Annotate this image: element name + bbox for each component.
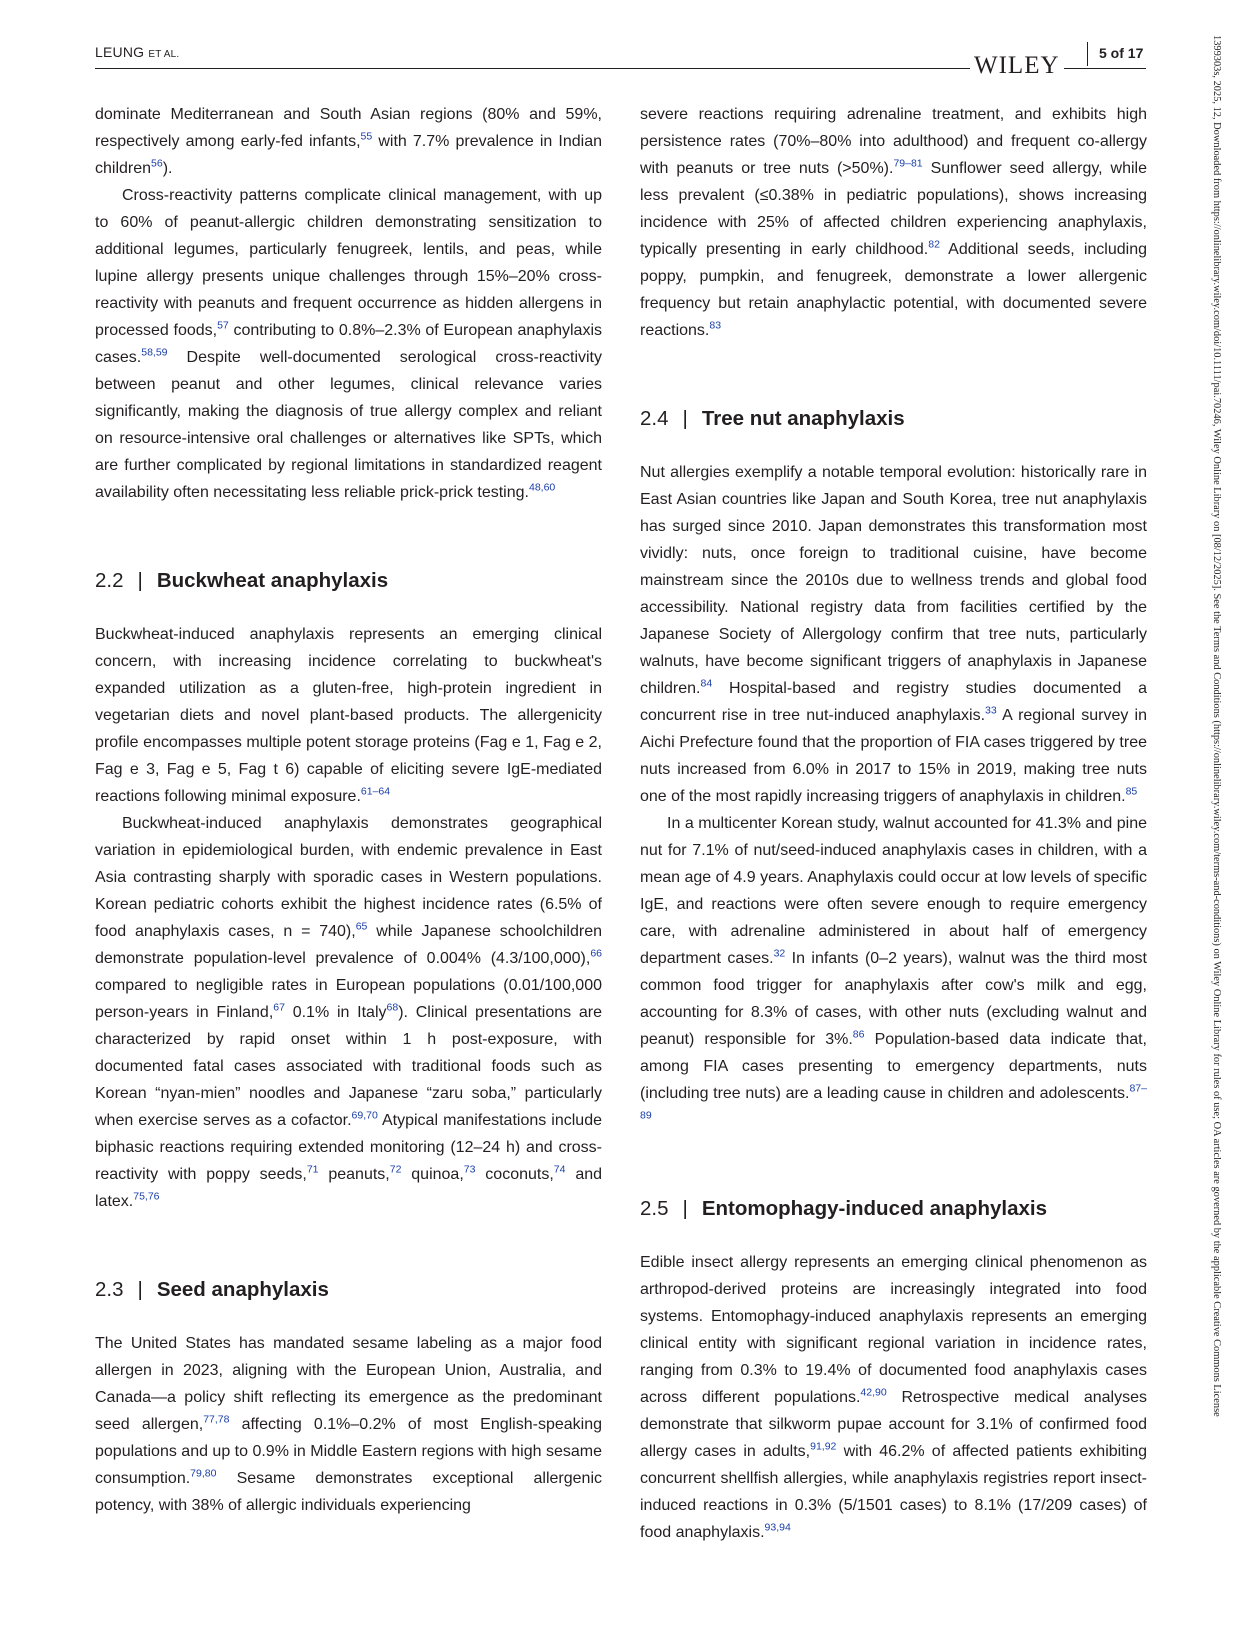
paragraph: In a multicenter Korean study, walnut accounted for 41.3% and pine nut for 7.1% of nut/seed-induced anaphylaxis cases in children, with a mean age of 4.9 years. Anaphylaxis could occur at low levels of specific IgE, and reactions were often severe enough to require emergency care, with adrenaline administered in about half of emergency department cases.$^{32}$ In infants (0–2 years), walnut was the third most common food trigger for anaphylaxis after cow's milk and egg, accounting for 8.3% of cases, with other nuts (excluding walnut and peanut) responsible for 3%.$^{86}$ Population-based data indicate that, among FIA cases presenting to emergency departments, nuts (including tree nuts) are a leading cause in children and adolescents.$^{87-89}$ (640, 815, 1148, 1122)
section-heading-2-3: 2.3 | Seed anaphylaxis (95, 1278, 329, 1301)
citation-link[interactable]: 75,76 (133, 1190, 160, 1203)
citation-link[interactable]: 83 (709, 319, 722, 332)
citation-link[interactable]: 48,60 (528, 481, 556, 494)
citation-link[interactable]: 57 (217, 319, 229, 332)
page-number: 5 of 17 (1099, 45, 1144, 61)
section-heading-2-2: 2.2 | Buckwheat anaphylaxis (95, 569, 389, 592)
citation-link[interactable]: 82 (928, 238, 940, 251)
citation-link[interactable]: 61–64 (360, 785, 391, 798)
citation-link[interactable]: 79,80 (190, 1467, 217, 1480)
citation-link[interactable]: 91,92 (810, 1440, 837, 1453)
publisher-logo: WILEY (970, 52, 1064, 80)
citation-link[interactable]: 65 (355, 920, 368, 933)
paragraph: Buckwheat-induced anaphylaxis represents an emerging clinical concern, with increasing incidence correlating to buckwheat's expanded utilization as a gluten-free, high-protein ingredient in vegetarian diets and novel plant-based products. The allergenicity profile encompasses multiple potent storage proteins (Fag e 1, Fag e 2, Fag e 3, Fag e 5, Fag t 6) capable of eliciting severe IgE-mediated reactions following minimal exposure.$^{61-64}$ (95, 626, 602, 805)
running-head (95, 44, 179, 60)
citation-link[interactable]: 93,94 (764, 1521, 791, 1534)
citation-link[interactable]: 33 (985, 704, 997, 717)
citation-link[interactable]: 74 (553, 1163, 566, 1176)
running-head-author: LEUNG (95, 44, 145, 60)
citation-link[interactable]: 71 (306, 1163, 319, 1176)
page-number-divider (1087, 42, 1088, 66)
citation-link[interactable]: 69,70 (351, 1109, 378, 1122)
citation-link[interactable]: 66 (590, 947, 602, 960)
section-heading-2-5: 2.5 | Entomophagy-induced anaphylaxis (640, 1197, 1047, 1220)
citation-link[interactable]: 72 (389, 1163, 402, 1176)
citation-link[interactable]: 56 (151, 157, 163, 170)
citation-link[interactable]: 86 (852, 1028, 865, 1041)
citation-link[interactable]: 67 (273, 1001, 285, 1014)
running-head-etal: ET AL. (148, 49, 180, 60)
paragraph: Edible insect allergy represents an emerging clinical phenomenon as arthropod-derived proteins are increasingly integrated into food systems. Entomophagy-induced anaphylaxis represents an emerging clinical entity with significant regional variation in incidence rates, ranging from 0.3% to 19.4% of documented food anaphylaxis cases across different populations.$^{42,90}$ Retrospective medical analyses demonstrate that silkworm pupae account for 3.1% of confirmed food allergy cases in adults,$^{91,92}$ with 46.2% of affected patients exhibiting concurrent shellfish allergies, while anaphylaxis registries report insect-induced reactions in 0.3% (5/1501 cases) to 8.1% (17/209 cases) of food anaphylaxis.$^{93,94}$ (640, 1254, 1148, 1541)
citation-link[interactable]: 84 (700, 677, 713, 690)
citation-link[interactable]: 87–89 (640, 1082, 1147, 1122)
paragraph: Buckwheat-induced anaphylaxis demonstrates geographical variation in epidemiological burden, with endemic prevalence in East Asia contrasting sharply with sporadic cases in Western populations. Korean pediatric cohorts exhibit the highest incidence rates (6.5% of food anaphylaxis cases, n = 740),$^{65}$ while Japanese schoolchildren demonstrate population-level prevalence of 0.004% (4.3/100,000),$^{66}$ compared to negligible rates in European populations (0.01/100,000 person-years in Finland,$^{67}$ 0.1% in Italy$^{68}$). Clinical presentations are characterized by rapid onset within 1 h post-exposure, with documented fatal cases associated with traditional foods such as Korean “nyan-mien” noodles and Japanese “zaru soba,” particularly when exercise serves as a cofactor.$^{69,70}$ Atypical manifestations include biphasic reactions requiring extended monitoring (12–24 h) and cross-reactivity with poppy seeds,$^{71}$ peanuts,$^{72}$ quinoa,$^{73}$ coconuts,$^{74}$ and latex.$^{75,76}$ (95, 815, 603, 1210)
citation-link[interactable]: 85 (1125, 785, 1138, 798)
paragraph: The United States has mandated sesame labeling as a major food allergen in 2023, aligning with the European Union, Australia, and Canada—a policy shift reflecting its emergence as the predominant seed allergen,$^{77,78}$ affecting 0.1%–0.2% of most English-speaking populations and up to 0.9% in Middle Eastern regions with high sesame consumption.$^{79,80}$ Sesame demonstrates exceptional allergenic potency, with 38% of allergic individuals experiencing (95, 1335, 603, 1514)
citation-link[interactable]: 42,90 (860, 1386, 887, 1399)
paragraph: Cross-reactivity patterns complicate clinical management, with up to 60% of peanut-allergic children demonstrating sensitization to additional legumes, particularly fenugreek, lentils, and peas, while lupine allergy presents unique challenges through 15%–20% cross-reactivity with peanuts and frequent occurrence as hidden allergens in processed foods,$^{57}$ contributing to 0.8%–2.3% of European anaphylaxis cases.$^{58,59}$ Despite well-documented serological cross-reactivity between peanut and other legumes, clinical relevance varies significantly, making the diagnosis of true allergy complex and reliant on resource-intensive oral challenges or alternatives like SPTs, which are further complicated by regional limitations in standardized reagent availability often necessitating less reliable prick-prick testing.$^{48,60}$ (95, 187, 602, 501)
paragraph: severe reactions requiring adrenaline treatment, and exhibits high persistence rates (70%–80% into adulthood) and frequent co-allergy with peanuts or tree nuts (>50%).$^{79-81}$ Sunflower seed allergy, while less prevalent (≤0.38% in pediatric populations), shows increasing incidence with 25% of affected children experiencing anaphylaxis, typically presenting in early childhood.$^{82}$ Additional seeds, including poppy, pumpkin, and fenugreek, demonstrate a lower allergenic frequency but retain anaphylactic potential, with documented severe reactions.$^{83}$ (640, 106, 1148, 339)
citation-link[interactable]: 77,78 (203, 1413, 230, 1426)
citation-link[interactable]: 73 (463, 1163, 476, 1176)
citation-link[interactable]: 58,59 (141, 346, 168, 359)
citation-link[interactable]: 79–81 (893, 157, 923, 170)
left-column (95, 101, 602, 1519)
paragraph: Nut allergies exemplify a notable temporal evolution: historically rare in East Asian countries like Japan and South Korea, tree nut anaphylaxis has surged since 2010. Japan demonstrates this transformation most vividly: nuts, once foreign to traditional cuisine, have become mainstream since the 2010s due to wellness trends and global food accessibility. National registry data from facilities certified by the Japanese Society of Allergology confirm that tree nuts, particularly walnuts, have become significant triggers of anaphylaxis in Japanese children.$^{84}$ Hospital-based and registry studies documented a concurrent rise in tree nut-induced anaphylaxis.$^{33}$ A regional survey in Aichi Prefecture found that the proportion of FIA cases triggered by tree nuts increased from 6.0% in 2017 to 15% in 2019, making tree nuts one of the most rapidly increasing triggers of anaphylaxis in children.$^{85}$ (640, 464, 1148, 805)
paragraph: dominate Mediterranean and South Asian regions (80% and 59%, respectively among early-fed infants,$^{55}$ with 7.7% prevalence in Indian children$^{56}$). (95, 106, 602, 177)
download-license-note: 1399303s, 2025, 12, Downloaded from https://onlinelibrary.wiley.com/doi/10.1111/pai.70246, Wiley Online Library on [08/12/2025]. See the Terms and Conditions (https://onlinelibrary.wiley.com/terms-and-conditions) on Wiley Online Library for rules of use; OA articles are governed by the applicable Creative Commons License (1211, 35, 1222, 1417)
citation-link[interactable]: 32 (773, 947, 786, 960)
section-heading-2-4: 2.4 | Tree nut anaphylaxis (640, 407, 905, 430)
right-column (640, 101, 1147, 1546)
citation-link[interactable]: 68 (386, 1001, 399, 1014)
citation-link[interactable]: 55 (360, 130, 373, 143)
